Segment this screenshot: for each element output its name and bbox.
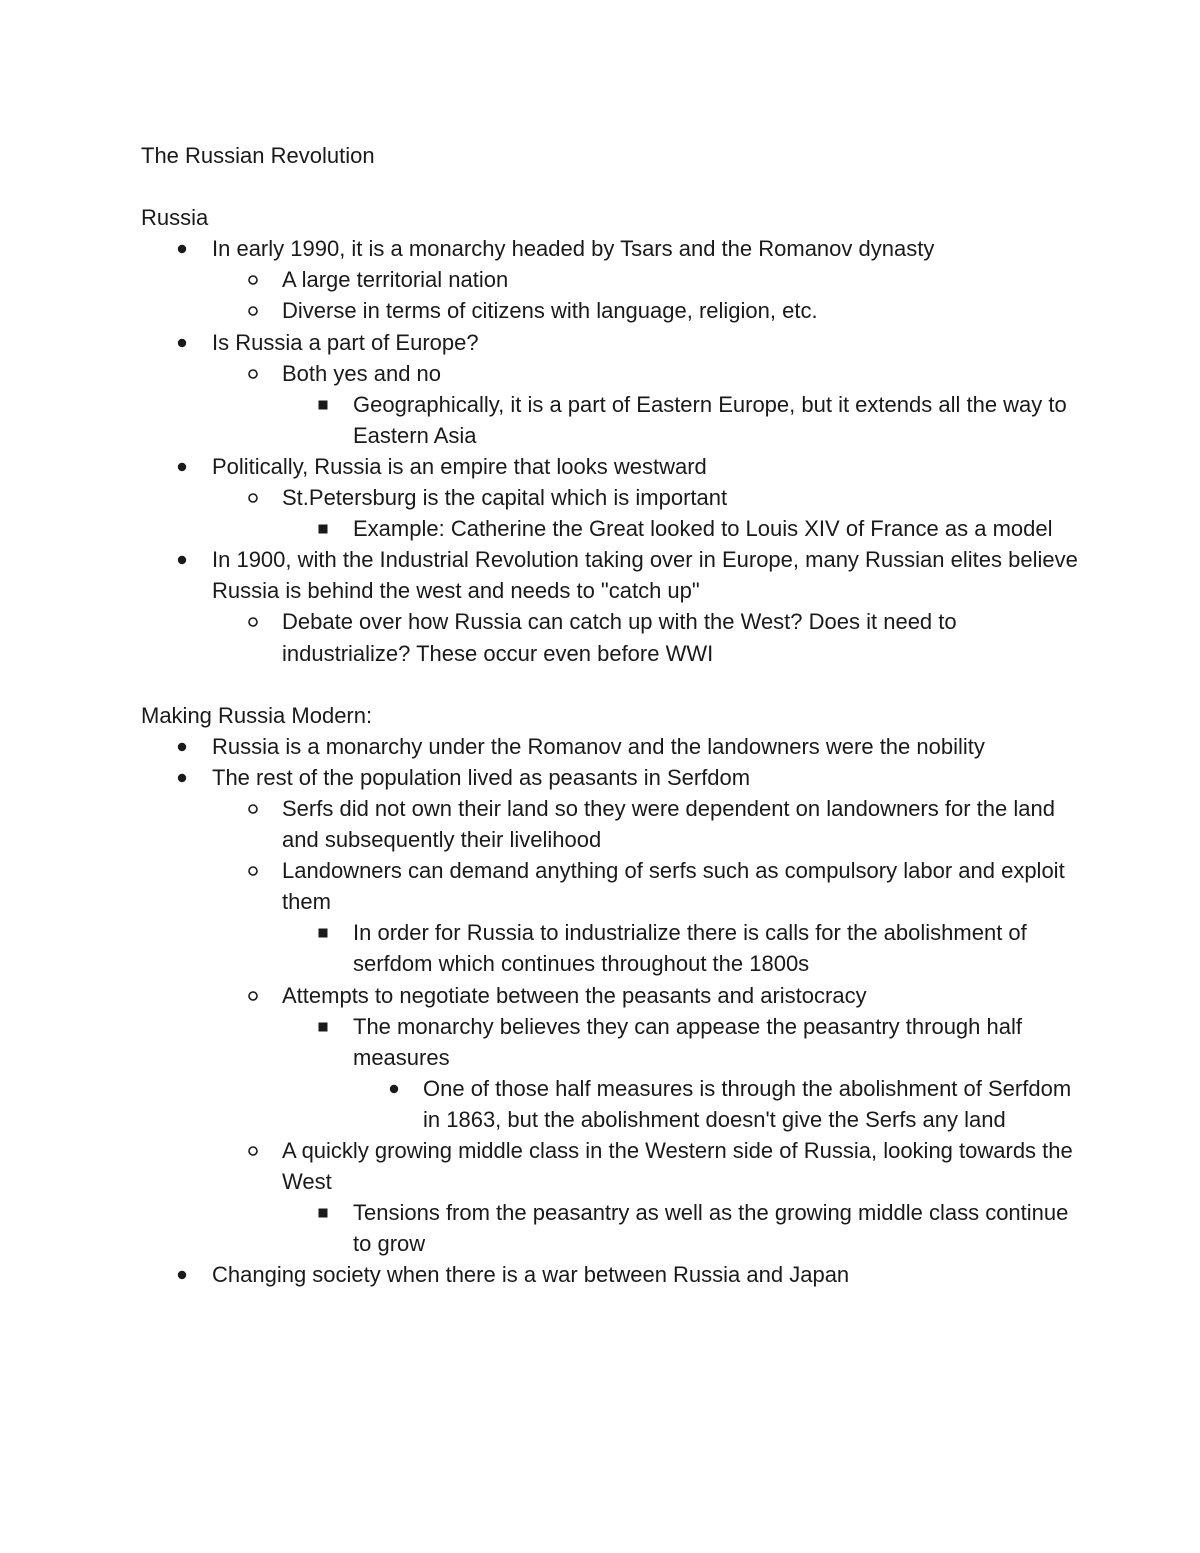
list-item bbox=[141, 233, 1081, 264]
hollow-circle-icon bbox=[245, 855, 265, 886]
list-item bbox=[141, 762, 1081, 793]
list-item bbox=[141, 1073, 1081, 1135]
filled-circle-icon bbox=[174, 731, 194, 762]
list-item-text: Serfs did not own their land so they were dependent on landowners for the land and subsequently their livelihood bbox=[282, 795, 1055, 853]
filled-circle-icon bbox=[174, 544, 194, 575]
list-item bbox=[141, 1135, 1081, 1197]
list-item bbox=[141, 451, 1081, 482]
list-item-text: Landowners can demand anything of serfs such as compulsory labor and exploit them bbox=[282, 858, 1065, 915]
list-item bbox=[141, 389, 1081, 451]
list-item bbox=[141, 358, 1081, 389]
list-item-text: In early 1990, it is a monarchy headed by Tsars and the Romanov dynasty bbox=[212, 236, 935, 262]
list-item bbox=[141, 1197, 1081, 1259]
filled-circle-icon bbox=[174, 762, 194, 793]
list-item bbox=[141, 1259, 1081, 1290]
list-item bbox=[141, 327, 1081, 358]
list-item-text: Both yes and no bbox=[282, 360, 442, 386]
filled-circle-icon bbox=[174, 233, 194, 264]
list-item-text: One of those half measures is through the abolishment of Serfdom in 1863, but the abolishment doesn't give the Serfs any land bbox=[423, 1075, 1072, 1132]
list-item-text: In 1900, with the Industrial Revolution taking over in Europe, many Russian elites believe Russia is behind the west and needs to "catch up" bbox=[212, 547, 1078, 604]
hollow-circle-icon bbox=[245, 482, 265, 513]
list-item bbox=[141, 264, 1081, 295]
hollow-circle-icon bbox=[245, 264, 265, 295]
list-item-text: The monarchy believes they can appease the peasantry through half measures bbox=[353, 1013, 1022, 1070]
hollow-circle-icon bbox=[245, 358, 265, 389]
filled-square-icon bbox=[315, 1011, 335, 1042]
list-item-text: A quickly growing middle class in the Western side of Russia, looking towards the West bbox=[282, 1138, 1073, 1195]
list-item-text: Russia is a monarchy under the Romanov and the landowners were the nobility bbox=[212, 733, 985, 759]
filled-circle-icon bbox=[174, 1259, 194, 1290]
hollow-circle-icon bbox=[245, 1135, 265, 1166]
hollow-circle-icon bbox=[245, 793, 265, 824]
filled-square-icon bbox=[315, 1197, 335, 1228]
list-item-text: Attempts to negotiate between the peasants and aristocracy bbox=[282, 982, 867, 1008]
document-body bbox=[141, 171, 1081, 1290]
list-item-text: A large territorial nation bbox=[282, 267, 509, 293]
list-item bbox=[141, 917, 1081, 979]
list-item-text: Changing society when there is a war between Russia and Japan bbox=[212, 1262, 850, 1288]
list-item bbox=[141, 606, 1081, 668]
list-item-text: In order for Russia to industrialize there is calls for the abolishment of serfdom which continues throughout the 1800s bbox=[353, 920, 1027, 977]
list-item-text: Tensions from the peasantry as well as the growing middle class continue to grow bbox=[353, 1200, 1069, 1257]
list-item bbox=[141, 855, 1081, 917]
hollow-circle-icon bbox=[245, 606, 265, 637]
list-item-text: Politically, Russia is an empire that looks westward bbox=[212, 453, 707, 479]
list-item bbox=[141, 295, 1081, 326]
list-item bbox=[141, 1011, 1081, 1073]
filled-circle-icon bbox=[386, 1073, 406, 1104]
list-item-text: Debate over how Russia can catch up with the West? Does it need to industrialize? These occur even before WWI bbox=[282, 609, 957, 666]
list-item-text: Is Russia a part of Europe? bbox=[212, 329, 479, 355]
list-item bbox=[141, 793, 1081, 855]
filled-circle-icon bbox=[174, 327, 194, 358]
hollow-circle-icon bbox=[245, 295, 265, 326]
section-heading: Making Russia Modern: bbox=[141, 702, 373, 728]
blank-line bbox=[141, 171, 1081, 202]
filled-square-icon bbox=[315, 389, 335, 420]
list-item-text: Example: Catherine the Great looked to Louis XIV of France as a model bbox=[353, 516, 1053, 542]
list-item bbox=[141, 544, 1081, 606]
list-item bbox=[141, 731, 1081, 762]
list-item-text: St.Petersburg is the capital which is important bbox=[282, 485, 728, 511]
list-item bbox=[141, 513, 1081, 544]
list-item-text: Diverse in terms of citizens with language, religion, etc. bbox=[282, 298, 818, 324]
list-item bbox=[141, 482, 1081, 513]
list-item bbox=[141, 980, 1081, 1011]
filled-circle-icon bbox=[174, 451, 194, 482]
hollow-circle-icon bbox=[245, 980, 265, 1011]
blank-line bbox=[141, 669, 1081, 700]
list-item-text: The rest of the population lived as peasants in Serfdom bbox=[212, 764, 751, 790]
section-heading: Russia bbox=[141, 205, 209, 231]
list-item-text: Geographically, it is a part of Eastern Europe, but it extends all the way to Eastern Asia bbox=[353, 391, 1067, 448]
document-title: The Russian Revolution bbox=[141, 143, 375, 168]
document-page bbox=[141, 140, 1081, 1290]
filled-square-icon bbox=[315, 513, 335, 544]
filled-square-icon bbox=[315, 917, 335, 948]
